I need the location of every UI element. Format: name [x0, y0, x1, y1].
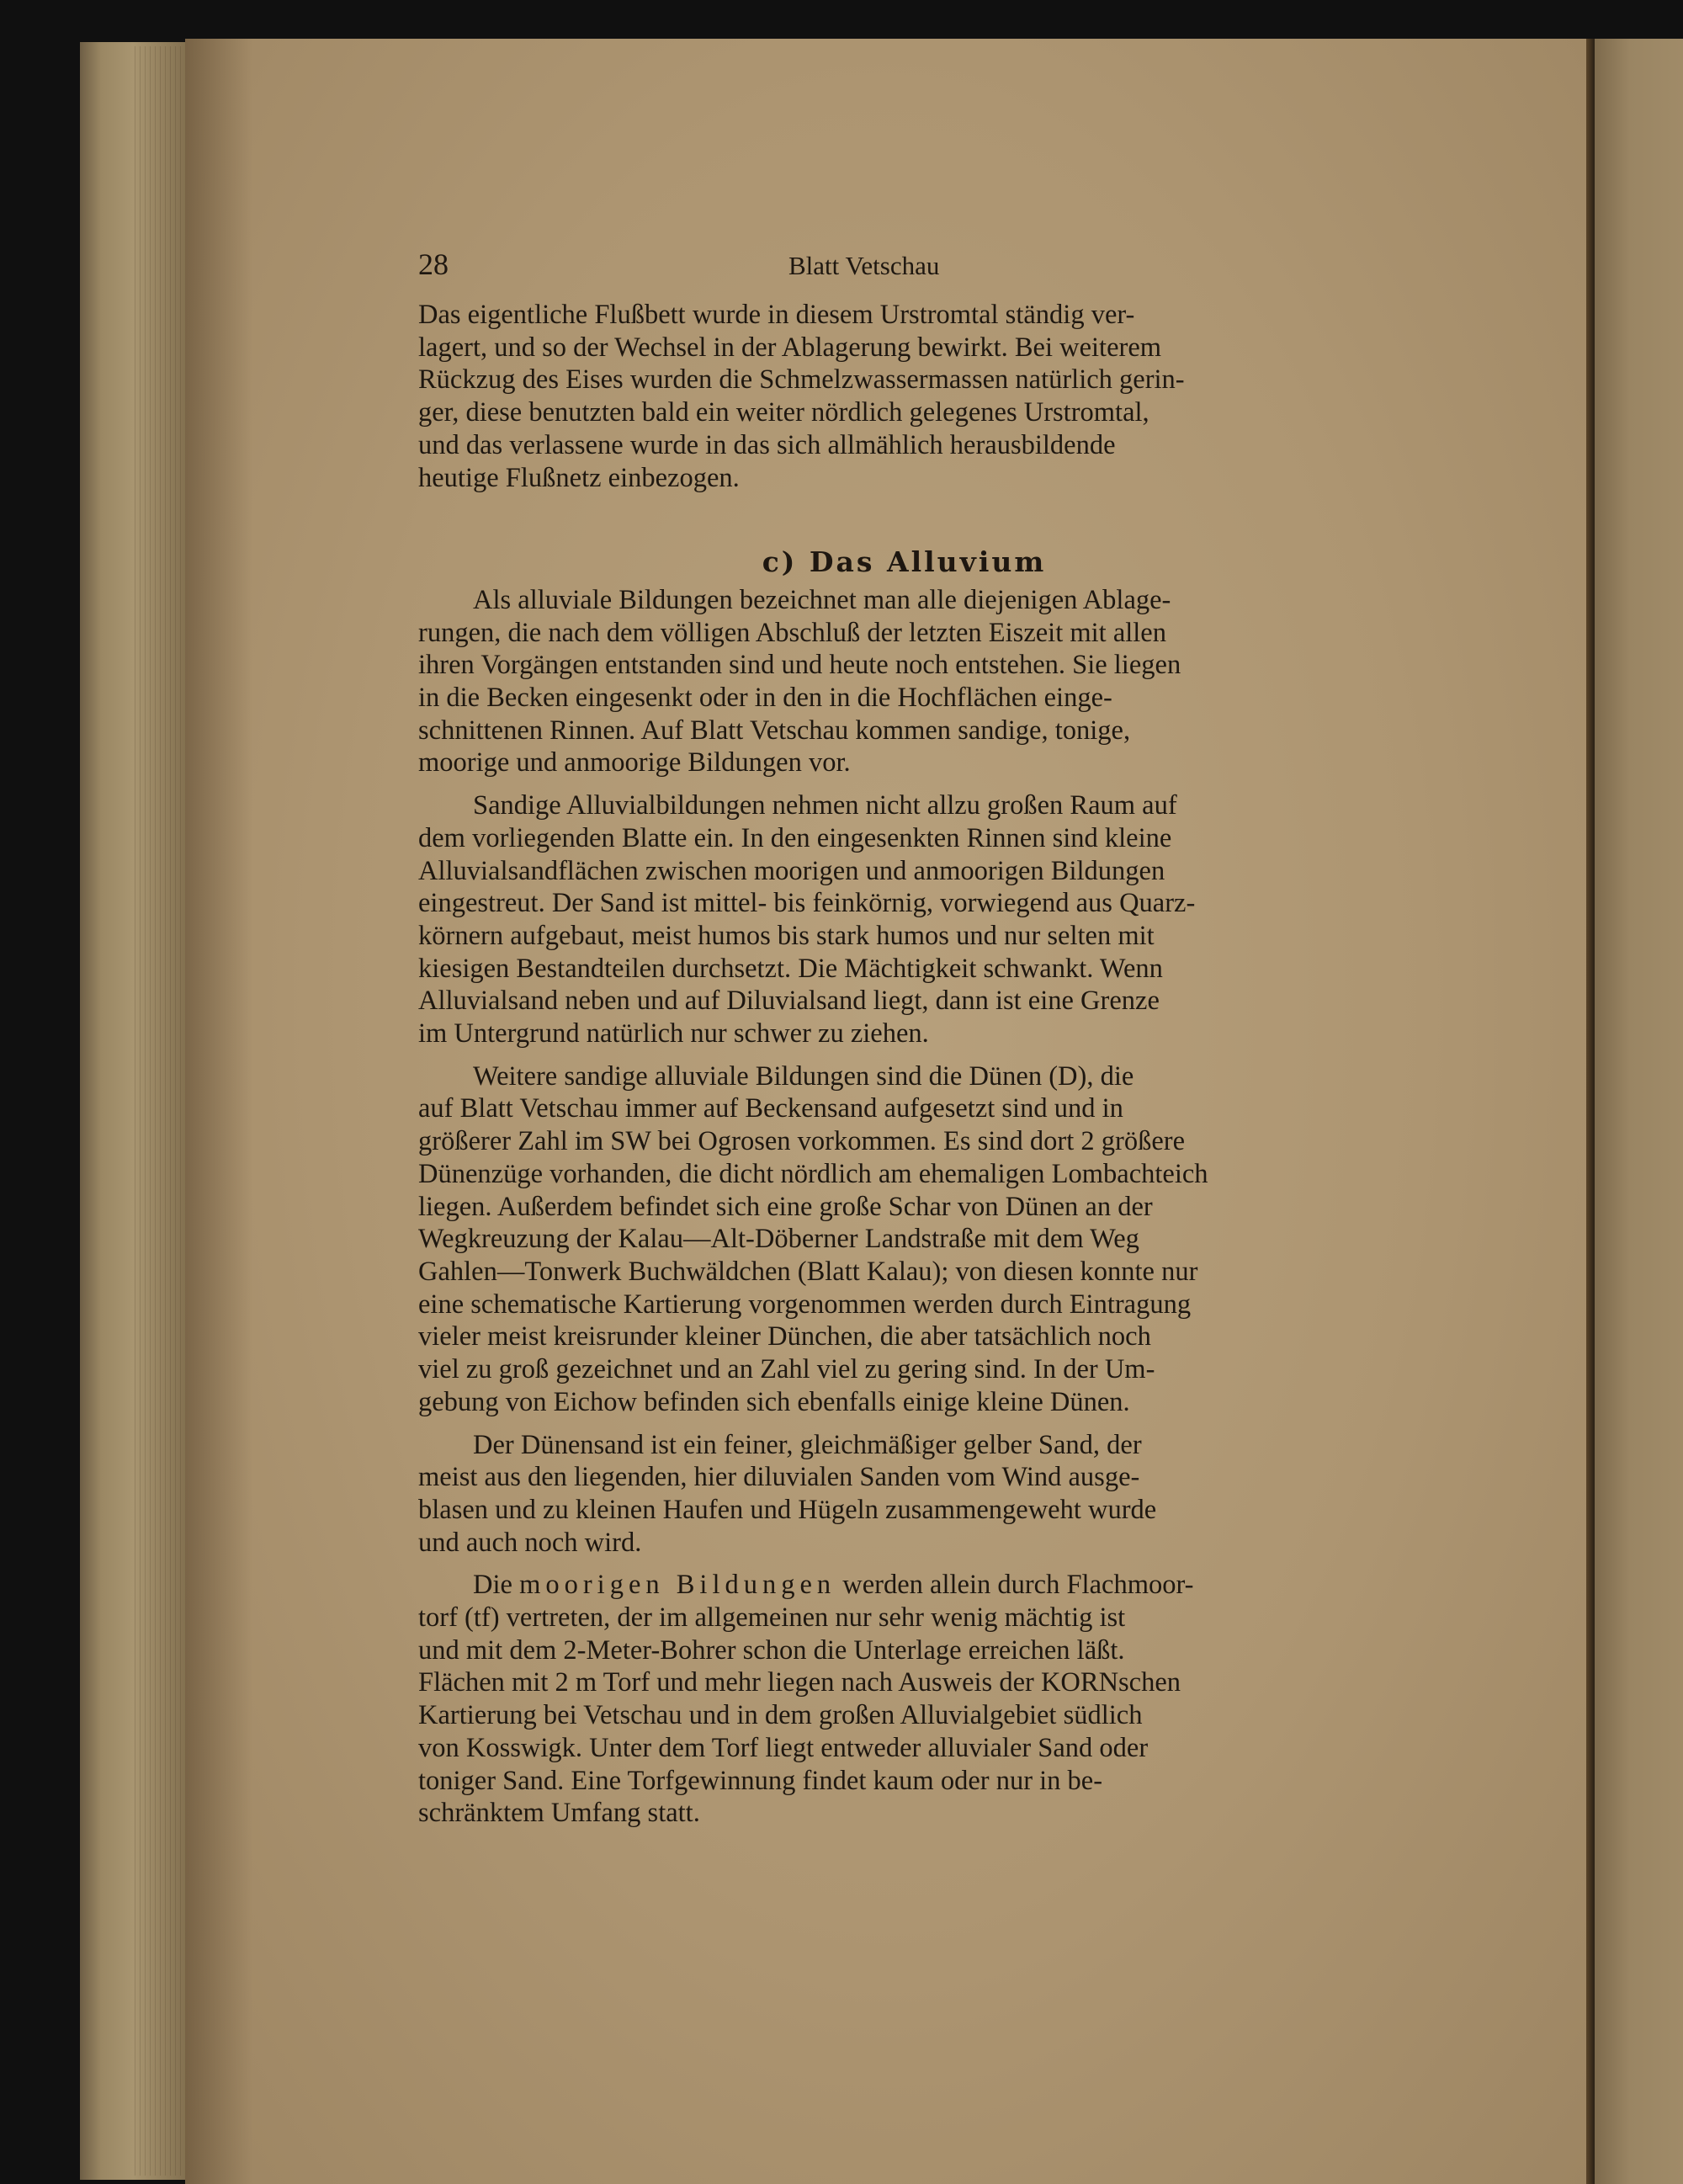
text-line: blasen und zu kleinen Haufen und Hügeln zusammengeweht wurde	[418, 1494, 1157, 1525]
text-line: dem vorliegenden Blatte ein. In den eingesenkten Rinnen sind kleine	[418, 822, 1172, 853]
text-line: Der Dünensand ist ein feiner, gleichmäßiger gelber Sand, der	[473, 1429, 1142, 1460]
text-line: eingestreut. Der Sand ist mittel- bis feinkörnig, vorwiegend aus Quarz-	[418, 888, 1196, 919]
text-line: Kartierung bei Vetschau und in dem großen Alluvialgebiet südlich	[418, 1700, 1143, 1731]
text-line: Dünenzüge vorhanden, die dicht nördlich am ehemaligen Lombachteich	[418, 1158, 1208, 1189]
paragraph-moor-formations	[418, 1569, 1390, 1830]
text-line: in die Becken eingesenkt oder in den in die Hochflächen einge-	[418, 683, 1112, 714]
text-line: ger, diese benutzten bald ein weiter nördlich gelegenes Urstromtal,	[418, 397, 1149, 428]
section-heading: c) Das Alluvium	[762, 545, 1047, 579]
page-header	[418, 248, 1390, 299]
text-line: moorige und anmoorige Bildungen vor.	[418, 747, 851, 778]
text-line: Alluvialsand neben und auf Diluvialsand liegt, dann ist eine Grenze	[418, 986, 1160, 1017]
page-stack-lines	[135, 46, 185, 2176]
gutter-shadow	[185, 39, 252, 2184]
page-fold	[1586, 39, 1595, 2184]
text-line: und auch noch wird.	[418, 1527, 642, 1558]
text-line: schränktem Umfang statt.	[418, 1798, 700, 1829]
page-text	[418, 248, 1390, 1840]
text-line: rungen, die nach dem völligen Abschluß der letzten Eiszeit mit allen	[418, 617, 1166, 648]
text-line: und das verlassene wurde in das sich allmählich herausbildende	[418, 429, 1116, 460]
text-line: im Untergrund natürlich nur schwer zu ziehen.	[418, 1018, 929, 1049]
text-line: und mit dem 2-Meter-Bohrer schon die Unterlage erreichen läßt.	[418, 1634, 1125, 1666]
page-number: 28	[418, 247, 449, 281]
running-title: Blatt Vetschau	[788, 251, 940, 280]
text-line: Sandige Alluvialbildungen nehmen nicht allzu großen Raum auf	[473, 790, 1177, 821]
text-line: Rückzug des Eises wurden die Schmelzwassermassen natürlich gerin-	[418, 364, 1185, 396]
text-line: viel zu groß gezeichnet und an Zahl viel zu gering sind. In der Um-	[418, 1354, 1155, 1385]
paragraph-sandy-alluvium	[418, 789, 1390, 1050]
text-line: ihren Vorgängen entstanden sind und heute noch entstehen. Sie liegen	[418, 650, 1181, 681]
text-line: größerer Zahl im SW bei Ogrosen vorkommen. Es sind dort 2 größere	[418, 1126, 1185, 1157]
text-line: eine schematische Kartierung vorgenommen werden durch Eintragung	[418, 1289, 1192, 1320]
text-line: toniger Sand. Eine Torfgewinnung findet kaum oder nur in be-	[418, 1765, 1103, 1796]
paragraph-alluvial-definition	[418, 584, 1390, 779]
text-line: meist aus den liegenden, hier diluvialen Sanden vom Wind ausge-	[418, 1462, 1140, 1493]
text-line: körnern aufgebaut, meist humos bis stark humos und nur selten mit	[418, 920, 1155, 951]
text-line	[418, 1569, 1390, 1602]
text-line: von Kosswigk. Unter dem Torf liegt entweder alluvialer Sand oder	[418, 1732, 1149, 1763]
text-line: Das eigentliche Flußbett wurde in diesem Urstromtal ständig ver-	[418, 300, 1135, 330]
text-line: Alluvialsandflächen zwischen moorigen und anmoorigen Bildungen	[418, 855, 1165, 886]
text-line: Gahlen—Tonwerk Buchwäldchen (Blatt Kalau); von diesen konnte nur	[418, 1256, 1198, 1287]
text-fragment: werden allein durch Flachmoor-	[842, 1570, 1194, 1601]
text-line: gebung von Eichow befinden sich ebenfalls einige kleine Dünen.	[418, 1386, 1130, 1417]
text-line: Wegkreuzung der Kalau—Alt-Döberner Landstraße mit dem Weg	[418, 1224, 1139, 1255]
text-line: Als alluviale Bildungen bezeichnet man alle diejenigen Ablage-	[473, 584, 1171, 615]
facing-page-edge	[1595, 39, 1683, 2184]
spaced-emphasis: moorigen Bildungen	[519, 1570, 836, 1601]
text-line: kiesigen Bestandteilen durchsetzt. Die Mächtigkeit schwankt. Wenn	[418, 953, 1163, 984]
text-line: Flächen mit 2 m Torf und mehr liegen nach Ausweis der KORNschen	[418, 1667, 1181, 1698]
text-line: auf Blatt Vetschau immer auf Beckensand aufgesetzt sind und in	[418, 1093, 1123, 1124]
text-line: torf (tf) vertreten, der im allgemeinen nur sehr wenig mächtig ist	[418, 1602, 1126, 1634]
text-line: heutige Flußnetz einbezogen.	[418, 462, 740, 493]
text-line: Weitere sandige alluviale Bildungen sind die Dünen (D), die	[473, 1060, 1134, 1092]
paragraph-dunes	[418, 1060, 1390, 1419]
intro-paragraph	[418, 299, 1390, 494]
text-fragment: Die	[473, 1570, 512, 1601]
text-line: schnittenen Rinnen. Auf Blatt Vetschau kommen sandige, tonige,	[418, 715, 1131, 746]
text-line: vieler meist kreisrunder kleiner Dünchen, die aber tatsächlich noch	[418, 1321, 1151, 1352]
paragraph-dune-sand	[418, 1429, 1390, 1560]
text-line: lagert, und so der Wechsel in der Ablagerung bewirkt. Bei weiterem	[418, 332, 1162, 363]
text-line: liegen. Außerdem befindet sich eine große Schar von Dünen an der	[418, 1191, 1153, 1222]
